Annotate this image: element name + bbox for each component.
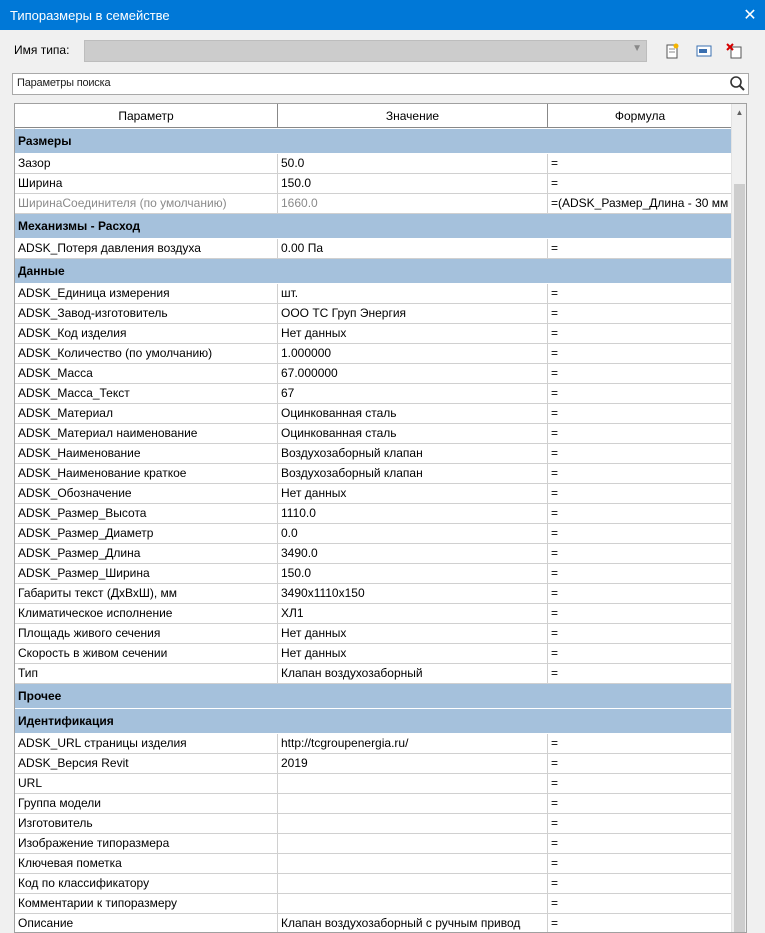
table-row[interactable]: [15, 324, 733, 344]
value-cell[interactable]: [278, 794, 548, 814]
table-row[interactable]: [15, 464, 733, 484]
window-titlebar: [0, 0, 765, 30]
table-row[interactable]: [15, 239, 733, 259]
formula-cell[interactable]: =: [548, 644, 733, 664]
value-cell[interactable]: [278, 854, 548, 874]
parameter-cell: Габариты текст (ДхВхШ), мм: [15, 584, 278, 604]
type-name-row: [0, 30, 765, 72]
value-cell[interactable]: 0.0: [278, 524, 548, 544]
vertical-scrollbar[interactable]: [731, 104, 746, 932]
value-cell[interactable]: Воздухозаборный клапан: [278, 444, 548, 464]
search-input[interactable]: [12, 73, 749, 95]
parameter-cell: ADSK_Размер_Длина: [15, 544, 278, 564]
value-cell[interactable]: [278, 814, 548, 834]
formula-cell[interactable]: =: [548, 624, 733, 644]
value-cell[interactable]: 1110.0: [278, 504, 548, 524]
group-header[interactable]: Прочее: [15, 684, 733, 709]
parameter-cell: ADSK_Размер_Диаметр: [15, 524, 278, 544]
parameter-cell: Изображение типоразмера: [15, 834, 278, 854]
formula-cell[interactable]: =: [548, 874, 733, 894]
parameter-cell: ADSK_Версия Revit: [15, 754, 278, 774]
table-row[interactable]: [15, 774, 733, 794]
parameter-cell: ADSK_URL страницы изделия: [15, 734, 278, 754]
table-row[interactable]: [15, 894, 733, 914]
parameter-cell: ADSK_Размер_Высота: [15, 504, 278, 524]
parameter-cell: ADSK_Наименование: [15, 444, 278, 464]
value-cell[interactable]: Нет данных: [278, 624, 548, 644]
formula-cell[interactable]: =: [548, 914, 733, 933]
formula-cell[interactable]: =: [548, 584, 733, 604]
parameter-cell: ADSK_Материал наименование: [15, 424, 278, 444]
delete-type-icon: [726, 43, 742, 59]
formula-cell[interactable]: =: [548, 664, 733, 684]
table-row[interactable]: [15, 194, 733, 214]
table-header: [15, 104, 733, 128]
parameter-cell: URL: [15, 774, 278, 794]
table-row[interactable]: [15, 174, 733, 194]
value-cell[interactable]: 1.000000: [278, 344, 548, 364]
formula-cell[interactable]: =: [548, 794, 733, 814]
parameter-cell: Группа модели: [15, 794, 278, 814]
value-cell[interactable]: ХЛ1: [278, 604, 548, 624]
rename-type-button[interactable]: [695, 42, 713, 60]
formula-cell[interactable]: =: [548, 544, 733, 564]
parameter-cell: ADSK_Потеря давления воздуха: [15, 239, 278, 259]
table-body: [15, 129, 733, 933]
table-row[interactable]: [15, 544, 733, 564]
value-cell[interactable]: 3490х1110х150: [278, 584, 548, 604]
table-row[interactable]: [15, 564, 733, 584]
column-header-value[interactable]: Значение: [278, 104, 548, 128]
value-cell[interactable]: 50.0: [278, 154, 548, 174]
table-row[interactable]: [15, 484, 733, 504]
parameter-cell: Площадь живого сечения: [15, 624, 278, 644]
parameter-cell: Код по классификатору: [15, 874, 278, 894]
parameter-cell: Изготовитель: [15, 814, 278, 834]
table-row[interactable]: [15, 284, 733, 304]
value-cell[interactable]: [278, 774, 548, 794]
value-cell[interactable]: Оцинкованная сталь: [278, 404, 548, 424]
parameter-cell: ADSK_Завод-изготовитель: [15, 304, 278, 324]
parameter-cell: ADSK_Обозначение: [15, 484, 278, 504]
parameters-table: [14, 103, 747, 933]
value-cell[interactable]: ООО ТС Груп Энергия: [278, 304, 548, 324]
table-row[interactable]: [15, 404, 733, 424]
formula-cell[interactable]: =: [548, 524, 733, 544]
rename-type-icon: [696, 43, 712, 59]
formula-cell[interactable]: =: [548, 424, 733, 444]
parameter-cell: Ширина: [15, 174, 278, 194]
table-row[interactable]: [15, 384, 733, 404]
table-row[interactable]: [15, 154, 733, 174]
value-cell[interactable]: Клапан воздухозаборный с ручным привод: [278, 914, 548, 933]
formula-cell[interactable]: =: [548, 814, 733, 834]
value-cell[interactable]: 67.000000: [278, 364, 548, 384]
table-row[interactable]: [15, 344, 733, 364]
new-type-icon: [664, 43, 680, 59]
formula-cell[interactable]: =: [548, 364, 733, 384]
table-row[interactable]: [15, 364, 733, 384]
chevron-down-icon: ▼: [632, 43, 642, 54]
new-type-button[interactable]: [663, 42, 681, 60]
column-header-parameter[interactable]: Параметр: [15, 104, 278, 128]
table-row[interactable]: [15, 794, 733, 814]
value-cell[interactable]: 67: [278, 384, 548, 404]
group-header[interactable]: Механизмы - Расход: [15, 214, 733, 239]
formula-cell[interactable]: =: [548, 239, 733, 259]
parameter-cell: ADSK_Масса: [15, 364, 278, 384]
parameter-cell: Ключевая пометка: [15, 854, 278, 874]
group-header[interactable]: Идентификация: [15, 709, 733, 734]
delete-type-button[interactable]: [725, 42, 743, 60]
parameter-cell: ADSK_Материал: [15, 404, 278, 424]
formula-cell[interactable]: =: [548, 564, 733, 584]
formula-cell[interactable]: =: [548, 894, 733, 914]
table-row[interactable]: [15, 734, 733, 754]
table-row[interactable]: [15, 814, 733, 834]
parameter-cell: ШиринаСоединителя (по умолчанию): [15, 194, 278, 214]
formula-cell[interactable]: =: [548, 344, 733, 364]
value-cell[interactable]: шт.: [278, 284, 548, 304]
formula-cell[interactable]: =: [548, 604, 733, 624]
value-cell[interactable]: 1660.0: [278, 194, 548, 214]
parameter-cell: Климатическое исполнение: [15, 604, 278, 624]
value-cell[interactable]: Клапан воздухозаборный: [278, 664, 548, 684]
table-row[interactable]: [15, 644, 733, 664]
formula-cell[interactable]: =: [548, 484, 733, 504]
value-cell[interactable]: [278, 874, 548, 894]
scrollbar-thumb[interactable]: [734, 184, 745, 932]
formula-cell[interactable]: =: [548, 464, 733, 484]
parameter-cell: ADSK_Наименование краткое: [15, 464, 278, 484]
value-cell[interactable]: 150.0: [278, 174, 548, 194]
search-icon[interactable]: [728, 75, 746, 93]
table-row[interactable]: [15, 584, 733, 604]
formula-cell[interactable]: =: [548, 774, 733, 794]
value-cell[interactable]: http://tcgroupenergia.ru/: [278, 734, 548, 754]
table-row[interactable]: [15, 504, 733, 524]
parameter-cell: Скорость в живом сечении: [15, 644, 278, 664]
parameter-cell: ADSK_Код изделия: [15, 324, 278, 344]
value-cell[interactable]: Нет данных: [278, 644, 548, 664]
column-header-formula[interactable]: Формула: [548, 104, 733, 128]
table-row[interactable]: [15, 444, 733, 464]
close-icon[interactable]: ✕: [743, 7, 757, 24]
table-row[interactable]: [15, 424, 733, 444]
group-header[interactable]: Размеры: [15, 129, 733, 154]
parameter-cell: ADSK_Единица измерения: [15, 284, 278, 304]
table-row[interactable]: [15, 664, 733, 684]
parameter-cell: ADSK_Размер_Ширина: [15, 564, 278, 584]
formula-cell[interactable]: =: [548, 754, 733, 774]
parameter-cell: ADSK_Масса_Текст: [15, 384, 278, 404]
table-row[interactable]: [15, 754, 733, 774]
parameter-cell: Тип: [15, 664, 278, 684]
formula-cell[interactable]: =: [548, 284, 733, 304]
table-row[interactable]: [15, 914, 733, 933]
type-name-label: Имя типа:: [14, 43, 70, 57]
value-cell[interactable]: [278, 834, 548, 854]
value-cell[interactable]: Нет данных: [278, 484, 548, 504]
value-cell[interactable]: Нет данных: [278, 324, 548, 344]
formula-cell[interactable]: =: [548, 734, 733, 754]
table-row[interactable]: [15, 624, 733, 644]
type-name-dropdown[interactable]: [84, 40, 647, 62]
value-cell[interactable]: 0.00 Па: [278, 239, 548, 259]
formula-cell[interactable]: =: [548, 174, 733, 194]
formula-cell[interactable]: =: [548, 304, 733, 324]
value-cell[interactable]: [278, 894, 548, 914]
value-cell[interactable]: 3490.0: [278, 544, 548, 564]
parameter-cell: Комментарии к типоразмеру: [15, 894, 278, 914]
formula-cell[interactable]: =(ADSK_Размер_Длина - 30 мм: [548, 194, 733, 214]
search-placeholder: Параметры поиска: [17, 77, 111, 89]
window-title: Типоразмеры в семействе: [10, 7, 170, 23]
scroll-up-icon[interactable]: ▲: [735, 108, 744, 117]
value-cell[interactable]: 150.0: [278, 564, 548, 584]
table-row[interactable]: [15, 604, 733, 624]
parameter-cell: ADSK_Количество (по умолчанию): [15, 344, 278, 364]
formula-cell[interactable]: =: [548, 384, 733, 404]
value-cell[interactable]: 2019: [278, 754, 548, 774]
formula-cell[interactable]: =: [548, 834, 733, 854]
table-row[interactable]: [15, 874, 733, 894]
value-cell[interactable]: Оцинкованная сталь: [278, 424, 548, 444]
formula-cell[interactable]: =: [548, 404, 733, 424]
value-cell[interactable]: Воздухозаборный клапан: [278, 464, 548, 484]
formula-cell[interactable]: =: [548, 444, 733, 464]
table-row[interactable]: [15, 524, 733, 544]
formula-cell[interactable]: =: [548, 324, 733, 344]
table-row[interactable]: [15, 854, 733, 874]
formula-cell[interactable]: =: [548, 854, 733, 874]
formula-cell[interactable]: =: [548, 504, 733, 524]
formula-cell[interactable]: =: [548, 154, 733, 174]
parameter-cell: Описание: [15, 914, 278, 933]
table-row[interactable]: [15, 304, 733, 324]
group-header[interactable]: Данные: [15, 259, 733, 284]
table-row[interactable]: [15, 834, 733, 854]
parameter-cell: Зазор: [15, 154, 278, 174]
